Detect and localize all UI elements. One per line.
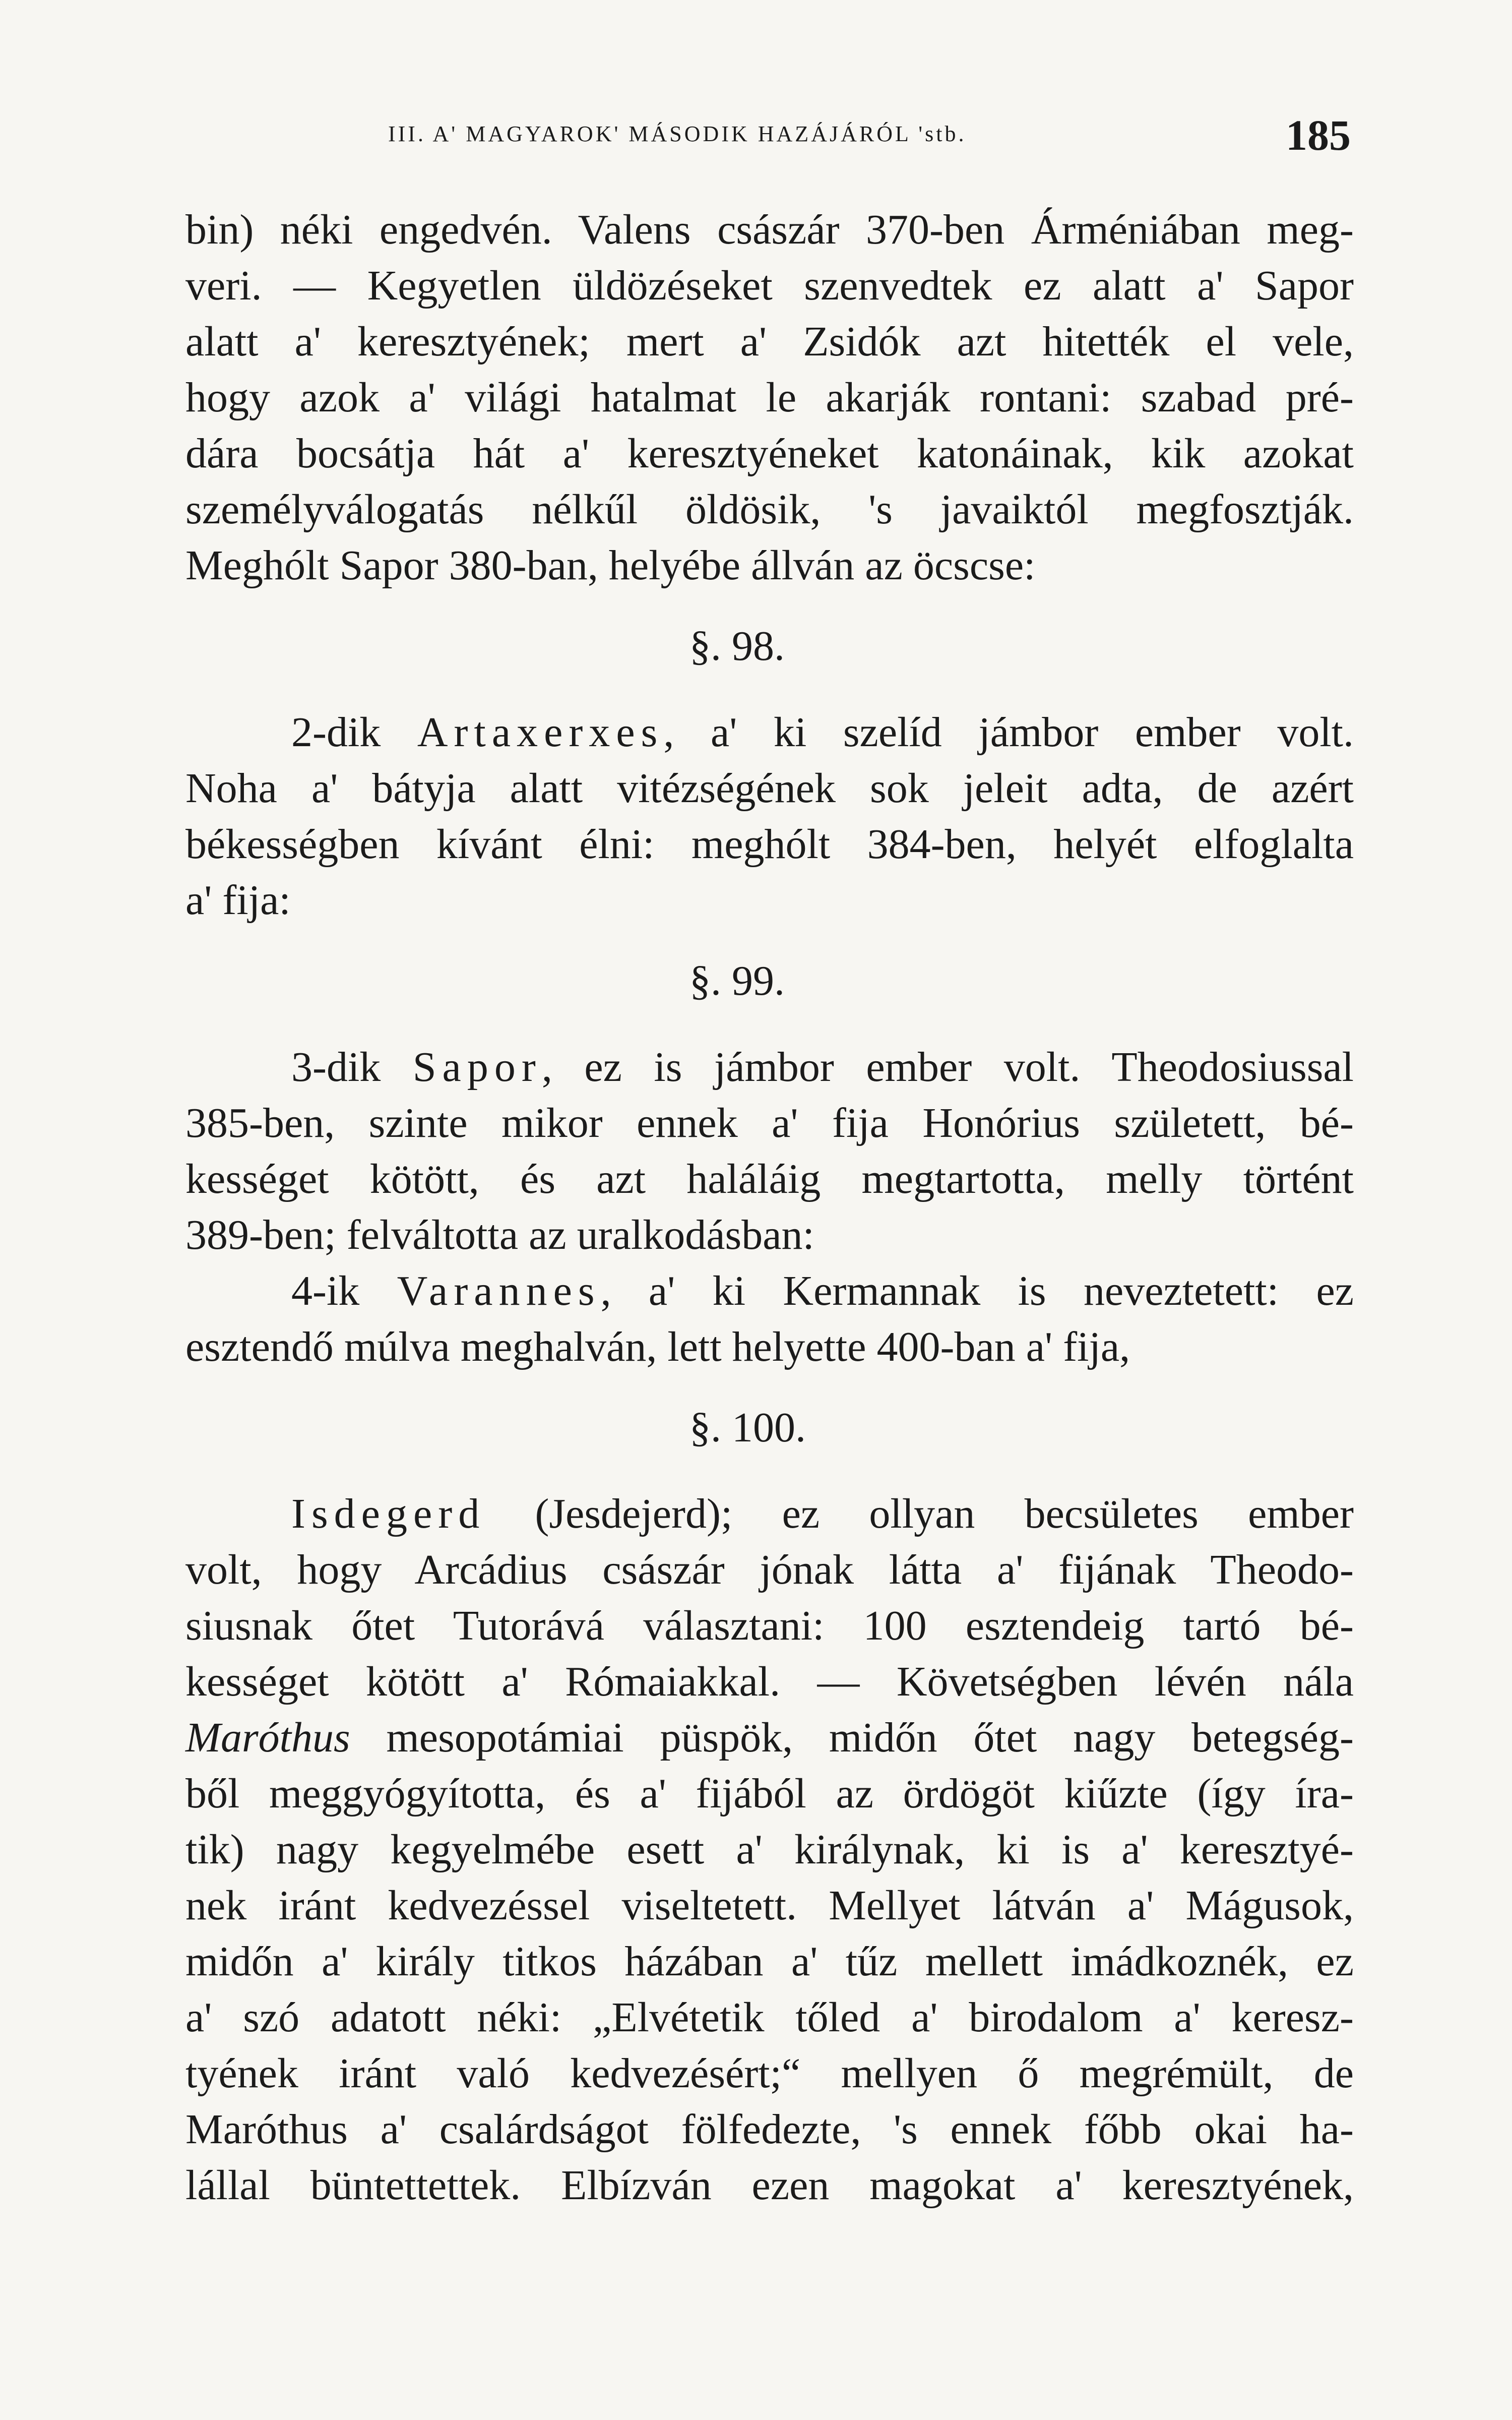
text-line: Meghólt Sapor 380-ban, helyébe állván az öcscse: (185, 542, 1036, 589)
text-line: midőn a' király titkos házában a' tűz mellett imádkoznék, ez (185, 1938, 1354, 1985)
text-line: ből meggyógyította, és a' fijából az ördögöt kiűzte (így íra- (185, 1770, 1354, 1817)
text-line: tyének iránt való kedvezésért;“ mellyen ő megrémült, de (185, 2050, 1354, 2097)
text-line: személyválogatás nélkűl öldösik, 's javaiktól megfosztják. (185, 486, 1354, 533)
text-line: veri. — Kegyetlen üldözéseket szenvedtek ez alatt a' Sapor (185, 262, 1354, 309)
text-line: siusnak őtet Tutorává választani: 100 esztendeig tartó bé- (185, 1602, 1354, 1649)
ruler-name: Isdegerd (291, 1490, 486, 1537)
text-line: a' fija: (185, 877, 291, 924)
ruler-name: Varannes (397, 1267, 601, 1314)
paragraph-first-line (185, 1039, 1354, 1095)
line-rest: , ez is jámbor ember volt. Theodosiussal (541, 1044, 1354, 1091)
ordinal: 2-dik (291, 709, 417, 756)
text-line: hogy azok a' világi hatalmat le akarják rontani: szabad pré- (185, 374, 1354, 421)
section-heading-98: §. 98. (689, 623, 785, 670)
text-line: lállal büntettettek. Elbízván ezen magokat a' keresztyének, (185, 2162, 1354, 2209)
text-line: Maróthus a' csalárdságot fölfedezte, 's ennek főbb okai ha- (185, 2106, 1354, 2153)
ordinal: 3-dik (291, 1044, 413, 1091)
line-rest: , a' ki Kermannak is neveztetett: ez (600, 1267, 1354, 1314)
ruler-name: Sapor (412, 1044, 542, 1091)
ordinal: 4-ik (291, 1267, 397, 1314)
text-line: volt, hogy Arcádius császár jónak látta a' fijának Theodo- (185, 1546, 1354, 1593)
line-rest: (Jesdejerd); ez ollyan becsületes ember (485, 1490, 1354, 1537)
text-line: kességet kötött a' Rómaiakkal. — Követségben lévén nála (185, 1658, 1354, 1705)
text-line: bin) néki engedvén. Valens császár 370-ben Árméniában meg- (185, 206, 1354, 253)
text-line: esztendő múlva meghalván, lett helyette 400-ban a' fija, (185, 1323, 1130, 1370)
body-text (185, 202, 1354, 2213)
text-line: békességben kívánt élni: meghólt 384-ben, helyét elfoglalta (185, 821, 1354, 868)
section-heading-99: §. 99. (689, 957, 785, 1004)
text-line: kességet kötött, és azt haláláig megtartotta, melly történt (185, 1156, 1354, 1202)
ruler-name: Artaxerxes (417, 709, 664, 756)
italic-name: Maróthus (185, 1714, 350, 1761)
text-line: nek iránt kedvezéssel viseltetett. Mellyet látván a' Mágusok, (185, 1882, 1354, 1929)
text-line: 389-ben; felváltotta az uralkodásban: (185, 1212, 814, 1258)
text-line: Noha a' bátyja alatt vitézségének sok jeleit adta, de azért (185, 765, 1354, 812)
text-line: tik) nagy kegyelmébe esett a' királynak, ki is a' keresztyé- (185, 1826, 1354, 1873)
paragraph-first-line (185, 704, 1354, 760)
text-line (185, 1710, 1354, 1766)
text-line: dára bocsátja hát a' keresztyéneket katonáinak, kik azokat (185, 430, 1354, 477)
line-rest: , a' ki szelíd jámbor ember volt. (663, 709, 1354, 756)
page-header (186, 110, 1351, 159)
running-title: III. A' MAGYAROK' MÁSODIK HAZÁJÁRÓL 'stb. (388, 122, 967, 146)
paragraph-first-line (185, 1486, 1354, 1542)
text-line: 385-ben, szinte mikor ennek a' fija Honórius született, bé- (185, 1100, 1354, 1146)
page-number: 185 (1286, 111, 1351, 159)
line-rest: mesopotámiai püspök, midőn őtet nagy betegség- (350, 1714, 1354, 1761)
text-line: alatt a' keresztyének; mert a' Zsidók azt hitették el vele, (185, 318, 1354, 365)
section-heading-100: §. 100. (689, 1404, 806, 1451)
text-line: a' szó adatott néki: „Elvétetik tőled a' birodalom a' keresz- (185, 1994, 1354, 2041)
paragraph-first-line (185, 1263, 1354, 1319)
